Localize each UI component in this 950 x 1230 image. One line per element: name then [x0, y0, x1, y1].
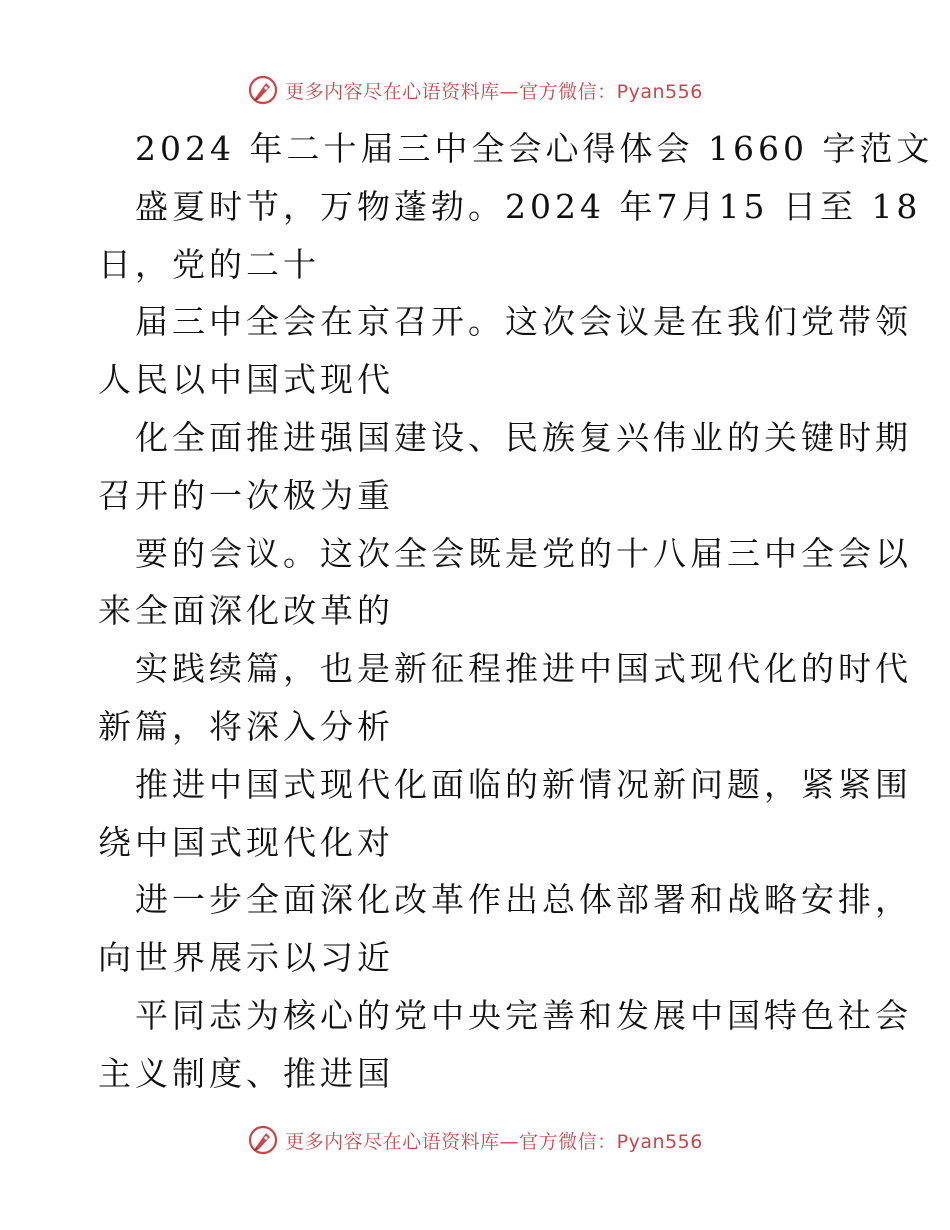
text-line: 2024 年二十届三中全会心得体会 1660 字范文	[135, 129, 934, 168]
text-line: 新篇，将深入分析	[98, 706, 394, 746]
text-line: 人民以中国式现代	[98, 360, 394, 400]
text-line: 进一步全面深化改革作出总体部署和战略安排，	[135, 880, 912, 920]
pen-nib-logo-icon	[247, 1124, 279, 1156]
text-line: 要的会议。这次全会既是党的十八届三中全会以	[135, 533, 912, 573]
text-line: 主义制度、推进国	[98, 1053, 394, 1093]
document-body	[98, 120, 934, 1103]
text-line: 召开的一次极为重	[98, 475, 394, 515]
text-line: 来全面深化改革的	[98, 591, 394, 631]
text-line: 化全面推进强国建设、民族复兴伟业的关键时期	[135, 417, 912, 457]
text-line: 日，党的二十	[98, 244, 320, 284]
text-line: 盛夏时节，万物蓬勃。2024 年7月15 日至 18	[135, 186, 922, 226]
text-line: 推进中国式现代化面临的新情况新问题，紧紧围	[135, 764, 912, 804]
text-line: 向世界展示以习近	[98, 938, 394, 978]
pen-nib-logo-icon	[247, 74, 279, 106]
text-line: 届三中全会在京召开。这次会议是在我们党带领	[135, 302, 912, 342]
text-line: 平同志为核心的党中央完善和发展中国特色社会	[135, 995, 912, 1035]
footer-banner-text: 更多内容尽在心语资料库—官方微信：Pyan556	[285, 1130, 703, 1153]
header-banner-text: 更多内容尽在心语资料库—官方微信：Pyan556	[285, 80, 703, 103]
footer-banner	[0, 1120, 950, 1160]
header-banner	[0, 70, 950, 110]
text-line: 实践续篇，也是新征程推进中国式现代化的时代	[135, 649, 912, 689]
text-line: 绕中国式现代化对	[98, 822, 394, 862]
